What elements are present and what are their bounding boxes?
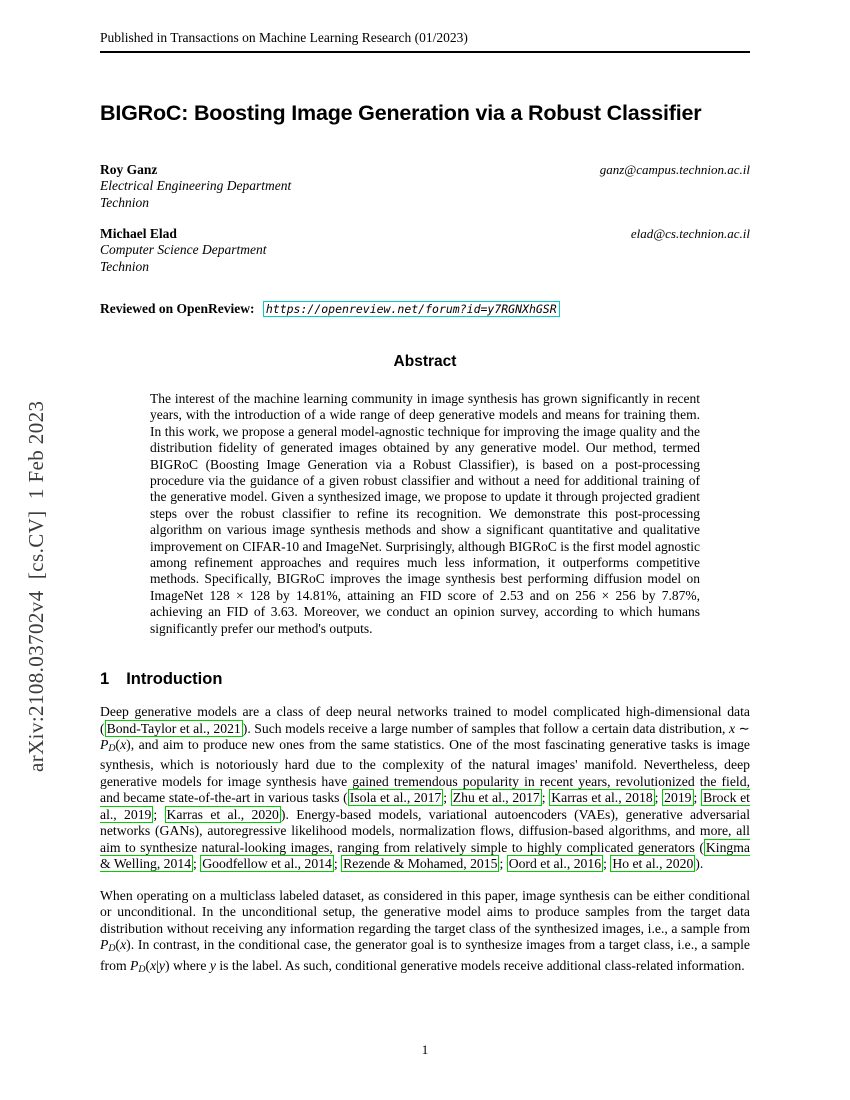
text-run: ). In contrast, in the conditional case, the generator goal is to synthesize images from a target class, i.e., a sample from (100, 937, 750, 973)
author-email: elad@cs.technion.ac.il (630, 226, 750, 241)
section-heading-introduction (100, 670, 750, 689)
section-title: Introduction (126, 670, 223, 689)
openreview-row (100, 301, 750, 317)
text-run: ; (153, 806, 165, 822)
text-run: When operating on a multiclass labeled dataset, as considered in this paper, image synthesis can be either conditional or unconditional. In the unconditional setup, the generative model aims to produce samples from the target data distribution without receiving any information regarding the target class of the synthesized images, i.e., a sample from (100, 887, 750, 936)
citation-link[interactable]: Kingma & Welling, 2014 (100, 839, 750, 872)
author-block-roy-ganz (100, 162, 750, 211)
math-text: P (100, 937, 109, 953)
text-run: ). (695, 856, 704, 872)
text-run: ; (193, 856, 201, 872)
citation-link[interactable]: Rezende & Mohamed, 2015 (343, 856, 498, 872)
intro-paragraph-2 (100, 888, 750, 978)
text-run: ), and aim to produce new ones from the same statistics. One of the most fascinating generative tasks is image synthesis, which is notoriously hard due to the complexity of the natural images' manifold. Nevertheless, deep generative models for image synthesis have gained tremendous popularity in recent years, revolutionized the field, and became state-of-the-art in various tasks ( (100, 737, 750, 806)
author-row (100, 162, 750, 178)
text-run: ). Such models receive a large number of samples that follow a certain data distribution, (242, 720, 729, 736)
author-email: ganz@campus.technion.ac.il (599, 162, 750, 177)
paper-content (100, 0, 750, 978)
citation-link[interactable]: Karras et al., 2020 (166, 806, 279, 822)
text-run: ; (333, 856, 342, 872)
openreview-url-link[interactable]: https://openreview.net/forum?id=y7RGNXhGSR (263, 301, 560, 317)
author-institution: Technion (100, 258, 150, 274)
text-run: ; (603, 856, 611, 872)
citation-link[interactable]: Oord et al., 2016 (508, 856, 602, 872)
publication-header: Published in Transactions on Machine Learning Research (01/2023) (100, 30, 468, 45)
text-run: is the label. As such, conditional generative models receive additional class-related information. (215, 957, 745, 973)
citation-link[interactable]: Isola et al., 2017 (349, 790, 442, 806)
text-run: ; (499, 856, 507, 872)
text-run: ). Energy-based models, variational autoencoders (VAEs), generative adversarial networks (GANs), autoregressive likelihood models, normalization flows, diffusion-based algorithms, and more, all aim to synthesize natural-looking images, ranging from relatively simple to highly complicated generators ( (100, 806, 750, 855)
text-run: | (156, 957, 159, 973)
text-run: ; (693, 790, 701, 806)
openreview-label: Reviewed on OpenReview: (100, 301, 255, 316)
author-department: Electrical Engineering Department (100, 178, 292, 193)
text-run: ( (115, 937, 121, 953)
text-run: ) where (165, 957, 210, 973)
citation-link[interactable]: Karras et al., 2018 (551, 790, 653, 806)
text-run: ; (443, 790, 451, 806)
math-text: P (130, 957, 139, 973)
math-text: x (120, 937, 127, 953)
math-text: x (150, 957, 157, 973)
section-number: 1 (100, 670, 110, 689)
citation-link[interactable]: Zhu et al., 2017 (452, 790, 540, 806)
text-run: ; (654, 790, 663, 806)
abstract-text: The interest of the machine learning community in image synthesis has grown significantly in recent years, with the introduction of a wide range of deep generative models and means for training them. In this work, we propose a general model-agnostic technique for improving the image quality and the distribution fidelity of generated images obtained by any generative model. Our method, termed BIGRoC (Boosting Image Generation via a Robust Classifier), is based on a post-processing procedure via the guidance of a given robust classifier and without a need for additional training of the generative model. Given a synthesized image, we propose to update it through projected gradient steps over the robust classifier to refine its recognition. We demonstrate this post-processing algorithm on various image synthesis methods and show a significant quantitative and qualitative improvement on CIFAR-10 and ImageNet. Surprisingly, although BIGRoC is the first model agnostic among refinement approaches and requires much less information, it outperforms competitive methods. Specifically, BIGRoC improves the image synthesis best performing diffusion model on ImageNet 128 × 128 by 14.81%, attaining an FID score of 2.53 and on 256 × 256 by 7.87%, achieving an FID of 3.63. Moreover, we conduct an opinion survey, according to which humans significantly prefer our method's outputs. (150, 391, 700, 636)
citation-link[interactable]: Ho et al., 2020 (612, 856, 694, 872)
text-run: ( (115, 737, 121, 753)
math-text: x (728, 720, 736, 736)
author-name: Michael Elad (100, 226, 177, 241)
author-institution: Technion (100, 194, 150, 210)
abstract-heading: Abstract (393, 353, 457, 370)
math-text: D (108, 742, 116, 754)
header-rule (100, 51, 750, 53)
author-row (100, 226, 750, 242)
author-department: Computer Science Department (100, 242, 267, 257)
arxiv-watermark: arXiv:2108.03702v4 [cs.CV] 1 Feb 2023 (24, 400, 48, 772)
citation-link[interactable]: Brock et al., 2019 (100, 790, 750, 822)
text-run: ∼ (735, 720, 750, 736)
citation-link[interactable]: 2019 (664, 790, 692, 806)
author-block-michael-elad (100, 226, 750, 275)
citation-link[interactable]: Goodfellow et al., 2014 (202, 856, 332, 872)
math-text: D (138, 963, 146, 975)
page-number: 1 (421, 1042, 429, 1057)
math-text: P (100, 737, 109, 753)
author-name: Roy Ganz (100, 162, 158, 177)
paper-title: BIGRoC: Boosting Image Generation via a Robust Classifier (100, 101, 702, 125)
text-run: ; (541, 790, 550, 806)
math-text: y (209, 957, 216, 973)
math-text: y (158, 957, 165, 973)
text-run: Deep generative models are a class of deep neural networks trained to model complicated high-dimensional data ( (100, 704, 750, 736)
math-text: D (108, 943, 116, 955)
text-run: ( (145, 957, 151, 973)
math-text: x (120, 737, 127, 753)
intro-paragraph-1 (100, 704, 750, 873)
citation-link[interactable]: Bond-Taylor et al., 2021 (106, 720, 241, 736)
